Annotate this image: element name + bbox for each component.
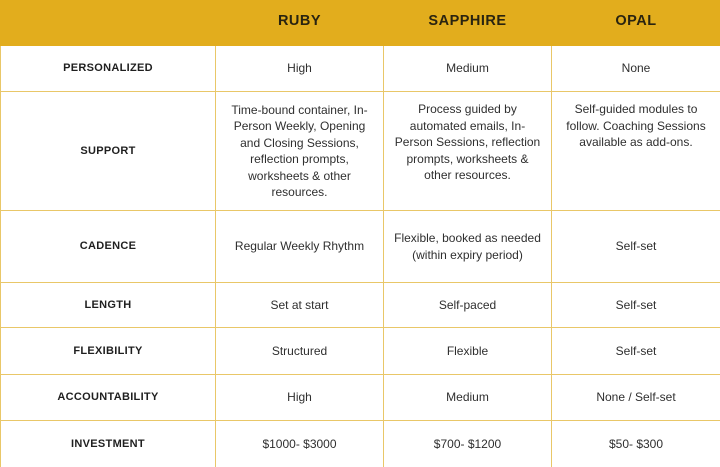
row-label: CADENCE xyxy=(1,211,216,283)
cell-sapphire: Medium xyxy=(384,375,552,421)
row-length xyxy=(1,283,720,328)
row-label: ACCOUNTABILITY xyxy=(1,375,216,421)
cell-opal: Self-set xyxy=(552,211,720,283)
cell-opal: Self-guided modules to follow. Coaching Sessions available as add-ons. xyxy=(552,92,720,211)
cell-ruby: High xyxy=(216,46,384,92)
row-label: LENGTH xyxy=(1,283,216,328)
cell-sapphire: Flexible, booked as needed (within expiry period) xyxy=(384,211,552,283)
cell-ruby: Regular Weekly Rhythm xyxy=(216,211,384,283)
row-support xyxy=(1,92,720,211)
row-personalized xyxy=(1,46,720,92)
column-header-ruby: RUBY xyxy=(216,1,384,46)
cell-sapphire: Self-paced xyxy=(384,283,552,328)
cell-opal: None xyxy=(552,46,720,92)
cell-ruby: $1000- $3000 xyxy=(216,421,384,467)
row-accountability xyxy=(1,375,720,421)
cell-opal: Self-set xyxy=(552,283,720,328)
cell-opal: Self-set xyxy=(552,328,720,375)
cell-opal: $50- $300 xyxy=(552,421,720,467)
row-label: INVESTMENT xyxy=(1,421,216,467)
cell-sapphire: Process guided by automated emails, In-Person Sessions, reflection prompts, worksheets & other resources. xyxy=(384,92,552,211)
row-investment xyxy=(1,421,720,467)
cell-sapphire: Medium xyxy=(384,46,552,92)
header-row xyxy=(1,1,720,46)
table-header xyxy=(1,1,720,46)
row-label: PERSONALIZED xyxy=(1,46,216,92)
cell-ruby: Structured xyxy=(216,328,384,375)
cell-sapphire: Flexible xyxy=(384,328,552,375)
row-label: SUPPORT xyxy=(1,92,216,211)
header-corner xyxy=(1,1,216,46)
row-flexibility xyxy=(1,328,720,375)
row-cadence xyxy=(1,211,720,283)
column-header-opal: OPAL xyxy=(552,1,720,46)
cell-sapphire: $700- $1200 xyxy=(384,421,552,467)
cell-ruby: Time-bound container, In-Person Weekly, Opening and Closing Sessions, reflection prompts, worksheets & other resources. xyxy=(216,92,384,211)
row-label: FLEXIBILITY xyxy=(1,328,216,375)
cell-ruby: High xyxy=(216,375,384,421)
cell-opal: None / Self-set xyxy=(552,375,720,421)
column-header-sapphire: SAPPHIRE xyxy=(384,1,552,46)
table-body xyxy=(1,46,720,467)
cell-ruby: Set at start xyxy=(216,283,384,328)
